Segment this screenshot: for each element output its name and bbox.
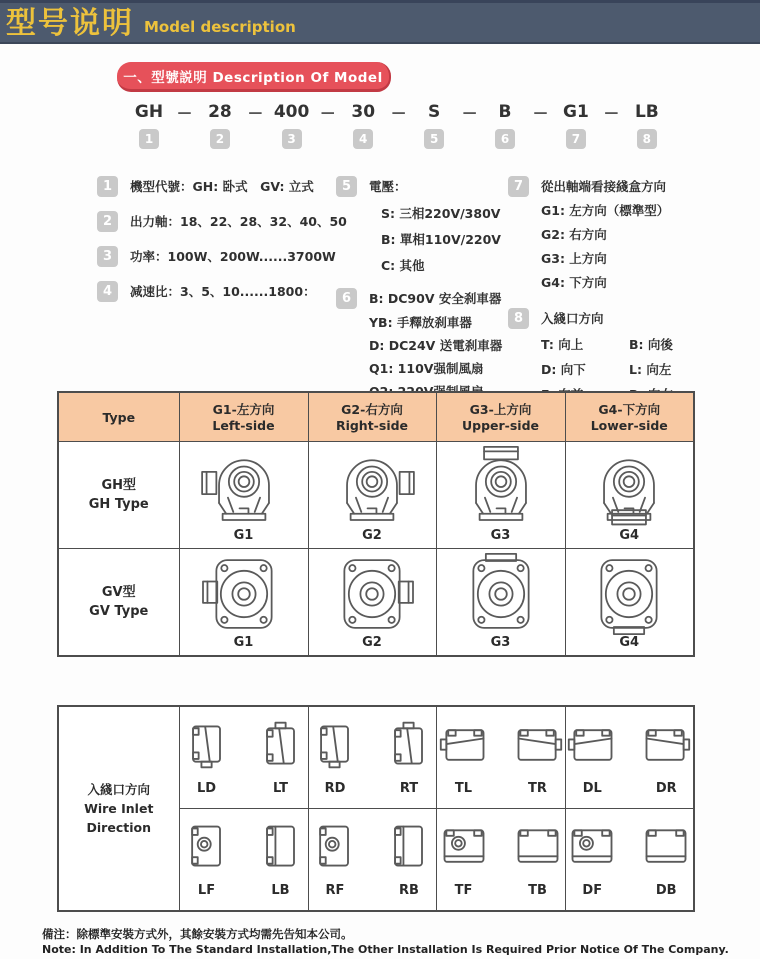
wire-box-tab-left-icon [564,719,620,771]
dash-separator: — [604,105,619,121]
segment-number-badge: 4 [353,129,373,149]
dash-separator: — [320,105,335,121]
wire-cell-lf-lb [179,809,308,912]
wire-box-label: LD [196,781,217,796]
gh-g2-cell [308,442,436,549]
wire-box-tab-top-icon [381,719,437,771]
segment-value: LB [634,102,659,122]
segment-value: S [428,102,441,122]
legend-item-2 [97,211,347,232]
wire-box-label: DB [655,883,677,898]
dash-separator: — [248,105,263,121]
gv-motor-left-drawing [198,553,290,635]
gv-g3-cell [436,549,565,657]
wire-box-label: TR [528,781,547,796]
drawing-label: G1 [233,635,254,650]
gh-motor-top-drawing [455,446,547,528]
note-zh: 備注：除標準安裝方式外，其餘安裝方式均需先告知本公司。 [42,927,353,941]
legend-subline: G4: 下方向 [541,275,607,290]
gh-type-row [58,442,694,549]
legend-number-badge: 7 [508,176,529,197]
legend-number-badge: 4 [97,281,118,302]
legend-number-badge: 2 [97,211,118,232]
legend-item-4 [97,281,347,302]
gv-motor-right-drawing [326,553,418,635]
gv-motor-top-drawing [455,553,547,635]
legend-item-text: 機型代號：GH: 卧式 GV: 立式 [130,179,314,194]
wire-cell-dl-dr [565,706,694,809]
wire-box-plain-icon [638,821,694,873]
wire-cell-tf-tb [436,809,565,912]
wire-box-label: DL [582,781,602,796]
wire-box-tab-right-icon [638,719,694,771]
dash-separator: — [391,105,406,121]
header-cell-g1: G1-左方向 Left-side [179,392,308,442]
wire-box-label: RF [325,883,345,898]
legend-column-3 [508,176,673,407]
dash-separator: — [533,105,548,121]
legend-item-1 [97,176,347,197]
segment-value: B [498,102,512,122]
segment-number-badge: 7 [566,129,586,149]
legend-item-text: 减速比：3、5、10......1800： [130,284,316,299]
legend-item-title: 入綫口方向 [541,311,604,326]
legend-pair-row [508,332,673,357]
orientation-table [57,391,695,657]
legend-item-title: 從出軸端看接綫盒方向 [541,179,667,194]
segment-value: 30 [351,102,376,122]
wire-box-tab-bottom-icon [179,719,235,771]
wire-box-label: LF [197,883,216,898]
segment-value: 400 [273,102,310,122]
legend-subline: S: 三相220V/380V [381,206,501,221]
wire-box-label: LB [271,883,290,898]
segment-number-badge: 5 [424,129,444,149]
drawing-label: G3 [490,528,511,543]
wire-inlet-row-1 [58,706,694,809]
wire-cell-rf-rb [308,809,436,912]
legend-subline: Q1: 110V强制風扇 [369,361,484,376]
wire-box-gland-icon [179,821,235,873]
orientation-table-header-row [58,392,694,442]
gh-motor-right-drawing [326,446,418,528]
segment-number-badge: 2 [210,129,230,149]
wire-box-plain-icon [381,821,437,873]
legend-subline: B: DC90V 安全刹車器 [369,291,502,306]
wire-cell-df-db [565,809,694,912]
header-cell-type: Type [58,392,179,442]
page-subtitle: Model description [144,18,296,36]
segment-value: GH [134,102,164,122]
drawing-label: G2 [362,635,382,650]
gh-g4-cell [565,442,694,549]
wire-box-label: LT [273,781,288,796]
wire-box-label: TL [454,781,473,796]
section-banner [117,62,391,92]
dash-separator: — [462,105,477,121]
wire-box-plain-icon [510,821,566,873]
legend-subline: YB: 手釋放刹車器 [369,315,472,330]
dash-separator: — [177,105,192,121]
legend-number-badge: 8 [508,308,529,329]
model-code-segment-1 [132,102,166,149]
gh-g1-cell [179,442,308,549]
section-banner-text: 一、型號説明 Description Of Model [123,69,383,86]
page-header [0,0,760,44]
drawing-label: G1 [233,528,254,543]
gh-motor-left-drawing [198,446,290,528]
header-cell-g4: G4-下方向 Lower-side [565,392,694,442]
drawing-label: G4 [619,528,640,543]
gv-motor-bottom-drawing [583,553,675,635]
segment-number-badge: 1 [139,129,159,149]
segment-number-badge: 6 [495,129,515,149]
model-code-segment-3 [274,102,310,149]
wire-box-gland-icon [436,821,492,873]
wire-box-label: RB [399,883,419,898]
wire-box-gland-icon [307,821,363,873]
wire-box-label: TB [528,883,547,898]
legend-item-3 [97,246,347,267]
legend-number-badge: 3 [97,246,118,267]
legend-subline: B: 向後 [629,337,673,352]
segment-number-badge: 3 [282,129,302,149]
page-title: 型号说明 [6,6,134,41]
row-label-gh: GH型 GH Type [58,442,179,549]
wire-box-tab-bottom-icon [307,719,363,771]
legend-subline: D: DC24V 送電刹車器 [369,338,503,353]
legend-subline: G3: 上方向 [541,251,607,266]
gv-g2-cell [308,549,436,657]
header-cell-g2: G2-右方向 Right-side [308,392,436,442]
model-code [132,102,664,149]
wire-box-tab-top-icon [253,719,309,771]
model-code-segment-4 [346,102,380,149]
model-code-segment-8 [630,102,664,149]
wire-box-label: DR [655,781,677,796]
wire-box-label: DF [582,883,603,898]
wire-cell-ld-lt [179,706,308,809]
drawing-label: G2 [362,528,382,543]
legend-subline: B: 單相110V/220V [381,232,501,247]
segment-number-badge: 8 [637,129,657,149]
wire-cell-tl-tr [436,706,565,809]
wire-box-tab-left-icon [436,719,492,771]
segment-value: G1 [563,102,589,122]
wire-box-plain-icon [253,821,309,873]
legend-subline: C: 其他 [381,258,425,273]
legend-subline: T: 向上 [541,337,584,352]
header-cell-g3: G3-上方向 Upper-side [436,392,565,442]
drawing-label: G4 [619,635,640,650]
legend-number-badge: 6 [336,288,357,309]
legend-subline: L: 向左 [629,362,672,377]
gv-type-row [58,549,694,657]
footer-notes [42,927,729,957]
legend-subline: G2: 右方向 [541,227,607,242]
legend-pair-row [508,357,673,382]
gv-g4-cell [565,549,694,657]
wire-cell-rd-rt [308,706,436,809]
drawing-label: G3 [490,635,511,650]
wire-box-label: RT [399,781,419,796]
legend-item-7 [508,176,673,197]
model-code-segment-2 [203,102,237,149]
legend-number-badge: 1 [97,176,118,197]
row-label-gv: GV型 GV Type [58,549,179,657]
wire-box-label: RD [324,781,346,796]
legend-item-text: 出力軸：18、22、28、32、40、50 [130,214,347,229]
model-code-segment-6 [488,102,522,149]
wire-inlet-table [57,705,695,912]
legend-subline: D: 向下 [541,362,586,377]
gh-g3-cell [436,442,565,549]
legend-item-title: 電壓： [369,179,407,194]
legend-column-1 [97,176,347,316]
note-en: Note: In Addition To The Standard Installation,The Other Installation Is Required Prior Notice Of The Company. [42,943,729,956]
legend-number-badge: 5 [336,176,357,197]
wire-box-gland-icon [564,821,620,873]
model-code-segment-5 [417,102,451,149]
gv-g1-cell [179,549,308,657]
legend-item-6 [336,288,502,309]
legend-subline: G1: 左方向（標準型） [541,203,670,218]
model-code-segment-7 [559,102,593,149]
legend-column-2 [336,176,502,403]
wire-inlet-label-cell: 入綫口方向 Wire Inlet Direction [58,706,179,911]
wire-box-label: TF [454,883,473,898]
legend-item-text: 功率：100W、200W......3700W [130,249,336,264]
gh-motor-bottom-drawing [583,446,675,528]
legend-item-5 [336,176,502,197]
legend-item-8 [508,308,673,329]
segment-value: 28 [208,102,232,122]
wire-box-tab-right-icon [510,719,566,771]
